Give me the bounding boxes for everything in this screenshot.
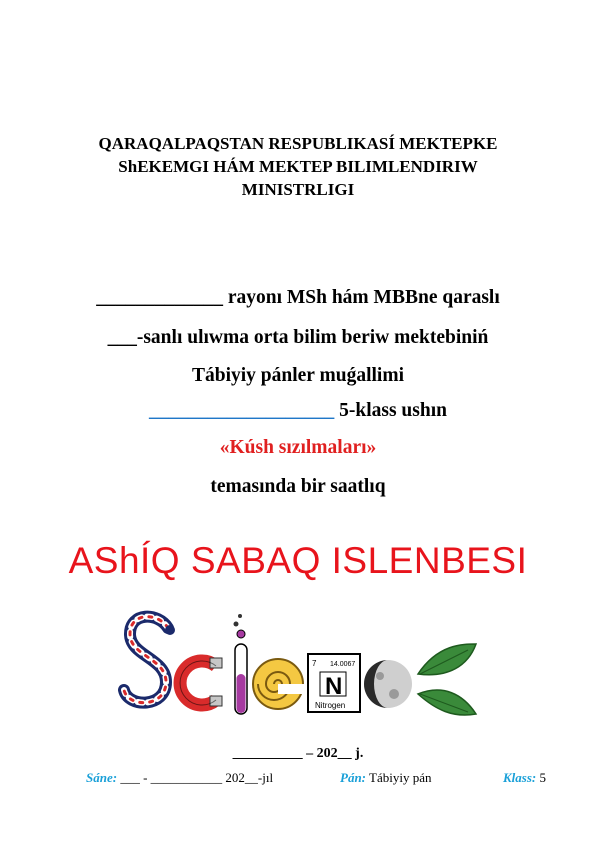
teacher-name-line <box>0 400 596 422</box>
science-logo <box>118 604 478 722</box>
class-label: Klass: <box>503 770 537 785</box>
element-name: Nitrogen <box>315 701 346 710</box>
class-value: 5 <box>536 770 546 785</box>
district-line: _____________ rayonı MSh hám MBBne qaraslı <box>96 287 500 308</box>
ministry-line-3: MINISTRLIGI <box>241 180 355 199</box>
ministry-line-1: QARAQALPAQSTAN RESPUBLIKASÍ MEKTEPKE <box>98 134 498 153</box>
topic-suffix: temasında bir saatlıq <box>210 476 386 497</box>
element-number: 7 <box>312 659 317 668</box>
topic-title: «Kúsh sızılmaları» <box>219 437 377 458</box>
magnet-c-icon <box>180 658 222 706</box>
element-symbol: N <box>325 673 343 700</box>
element-mass: 14.0067 <box>330 661 356 668</box>
date-label: Sáne: <box>86 770 118 785</box>
date-line: __________ – 202__ j. <box>232 746 364 761</box>
footer-class <box>503 770 546 786</box>
ministry-line-2: ShEKEMGI HÁM MEKTEP BILIMLENDIRIW <box>118 157 478 176</box>
nitrogen-element-n-icon <box>308 654 360 712</box>
date-value: ___ - ___________ 202__-jıl <box>117 770 274 785</box>
subject-label: Pán: <box>340 770 366 785</box>
teacher-name-blank: ___________________ <box>149 400 335 421</box>
class-text: 5-klass ushın <box>334 400 447 421</box>
test-tube-i-icon <box>234 614 248 714</box>
dna-s-icon <box>124 617 175 703</box>
ammonite-e-icon <box>253 659 306 709</box>
teacher-line: Tábiyiy pánler muǵallimi <box>191 365 404 386</box>
footer-date <box>86 770 273 786</box>
footer-subject <box>340 770 431 786</box>
subject-value: Tábiyiy pán <box>366 770 432 785</box>
ministry-heading <box>0 132 596 201</box>
school-number-line: ___-sanlı ulıwma orta bilim beriw mektebiniń <box>107 327 489 348</box>
moon-c-icon <box>364 660 412 708</box>
leaves-e-icon <box>418 644 476 715</box>
main-title: AShÍQ SABAQ ISLENBESI <box>68 540 528 581</box>
